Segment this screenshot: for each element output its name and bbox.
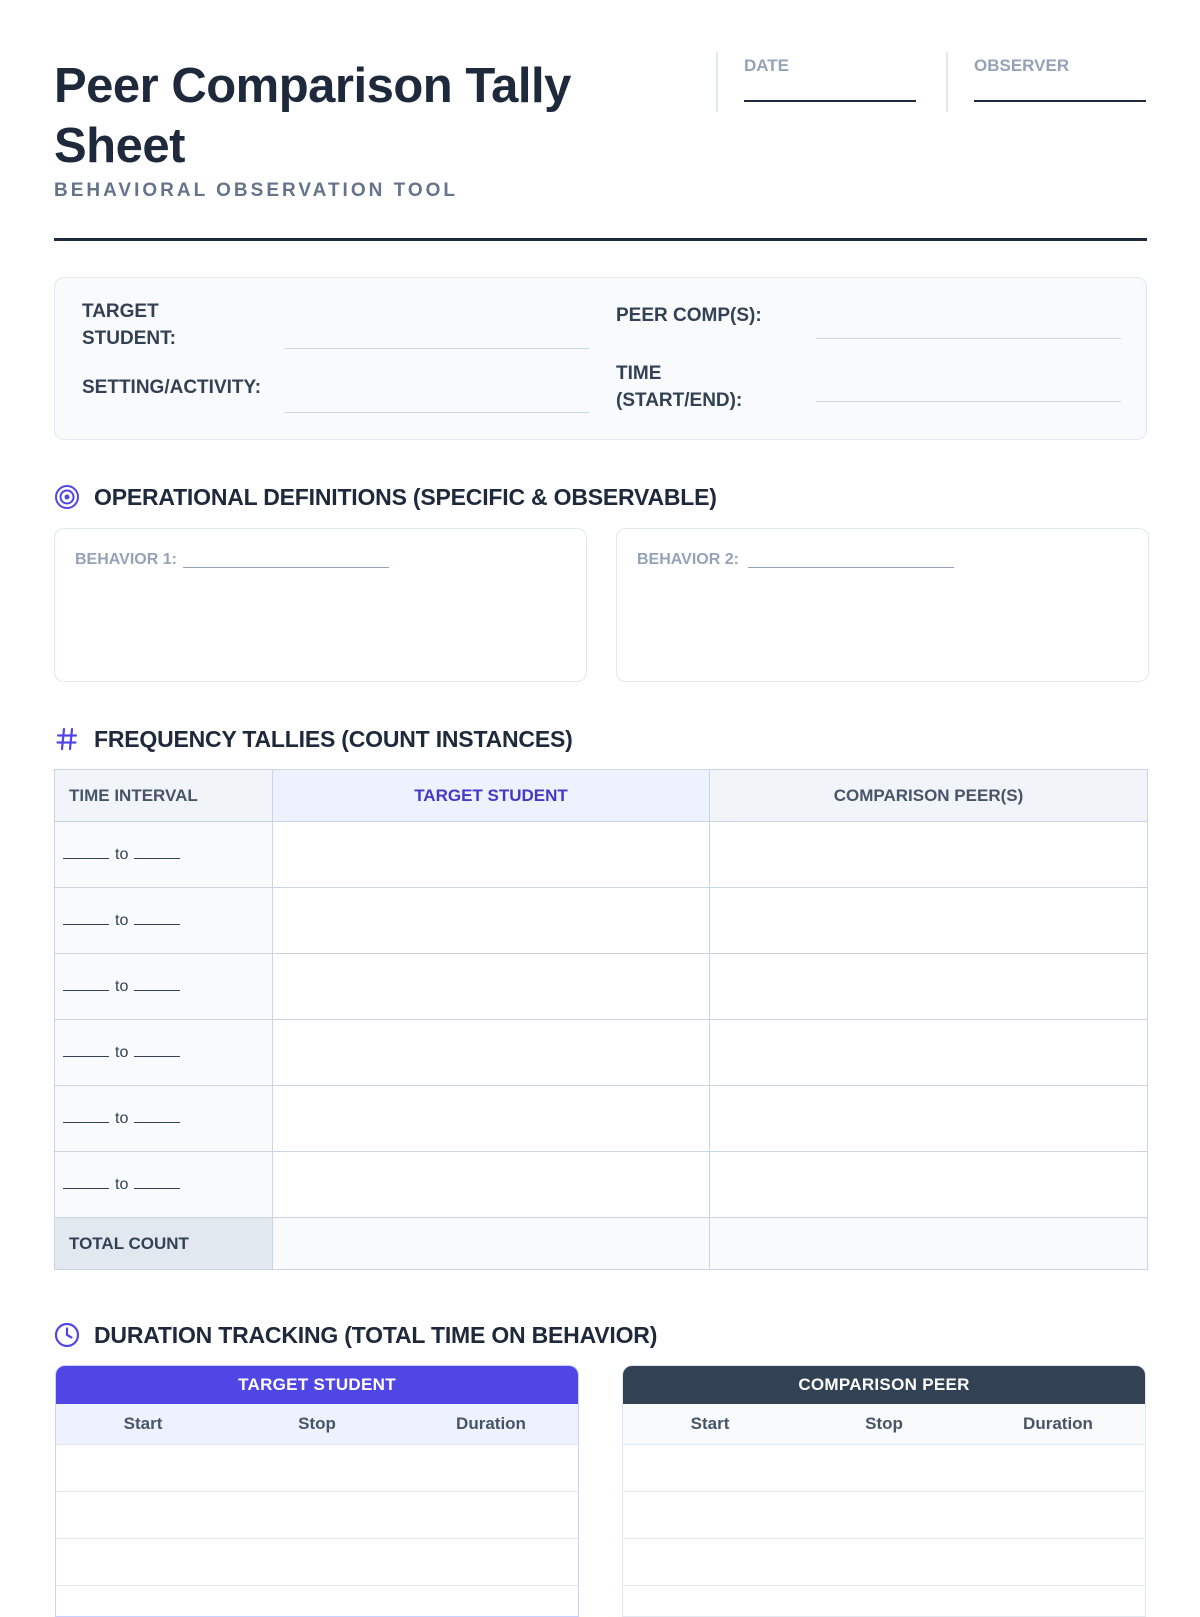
target-student-label: TARGET STUDENT: <box>82 301 176 349</box>
interval-cell[interactable] <box>55 1152 273 1218</box>
interval-start-blank[interactable] <box>63 858 109 859</box>
column-stop: Stop <box>298 1414 336 1433</box>
page-header <box>54 52 1147 241</box>
duration-row[interactable] <box>56 1539 578 1586</box>
target-tally-cell[interactable] <box>273 954 710 1020</box>
student-info-box <box>54 277 1147 440</box>
page-subtitle: BEHAVIORAL OBSERVATION TOOL <box>54 180 459 201</box>
page-title: Peer Comparison Tally Sheet <box>54 59 571 173</box>
interval-connector: to <box>115 911 129 929</box>
interval-end-blank[interactable] <box>134 924 180 925</box>
peer-tally-cell[interactable] <box>710 1020 1148 1086</box>
peer-tally-cell[interactable] <box>710 1152 1148 1218</box>
behavior-1-box[interactable] <box>54 528 587 682</box>
interval-start-blank[interactable] <box>63 1122 109 1123</box>
interval-cell[interactable] <box>55 888 273 954</box>
target-tally-cell[interactable] <box>273 1086 710 1152</box>
interval-cell[interactable] <box>55 822 273 888</box>
peer-comps-line[interactable] <box>816 338 1121 339</box>
interval-start-blank[interactable] <box>63 924 109 925</box>
peer-tally-cell[interactable] <box>710 954 1148 1020</box>
target-student-line[interactable] <box>284 348 589 349</box>
duration-peer-columns <box>623 1404 1145 1445</box>
frequency-title: FREQUENCY TALLIES (COUNT INSTANCES) <box>94 725 573 752</box>
behavior-2-label: BEHAVIOR 2: <box>637 551 739 568</box>
duration-row[interactable] <box>623 1586 1145 1617</box>
duration-row[interactable] <box>623 1492 1145 1539</box>
date-field[interactable] <box>716 52 944 112</box>
peer-tally-cell[interactable] <box>710 1086 1148 1152</box>
duration-row[interactable] <box>623 1539 1145 1586</box>
target-icon <box>54 484 80 510</box>
behavior-2-line[interactable] <box>748 567 954 568</box>
column-start: Start <box>123 1414 163 1433</box>
setting-line[interactable] <box>284 412 589 413</box>
interval-end-blank[interactable] <box>134 990 180 991</box>
duration-title: DURATION TRACKING (TOTAL TIME ON BEHAVIOR) <box>94 1321 658 1348</box>
target-tally-cell[interactable] <box>273 1020 710 1086</box>
duration-target-columns <box>56 1404 578 1445</box>
interval-connector: to <box>115 1043 129 1061</box>
interval-end-blank[interactable] <box>134 858 180 859</box>
definitions-title: OPERATIONAL DEFINITIONS (SPECIFIC & OBSERVABLE) <box>94 483 717 510</box>
peer-comps-label: PEER COMP(S): <box>616 305 762 326</box>
column-stop: Stop <box>865 1414 903 1433</box>
interval-connector: to <box>115 1109 129 1127</box>
duration-target-title: TARGET STUDENT <box>56 1366 578 1404</box>
interval-start-blank[interactable] <box>63 1056 109 1057</box>
interval-row <box>55 954 1148 1020</box>
frequency-header-row <box>55 770 1148 822</box>
column-time-interval: TIME INTERVAL <box>55 770 273 822</box>
duration-row[interactable] <box>623 1445 1145 1492</box>
time-line[interactable] <box>816 401 1121 402</box>
interval-start-blank[interactable] <box>63 990 109 991</box>
clock-icon <box>54 1322 80 1348</box>
target-tally-cell[interactable] <box>273 1152 710 1218</box>
total-count-target-cell[interactable] <box>273 1218 710 1270</box>
duration-target-table <box>55 1365 579 1617</box>
target-tally-cell[interactable] <box>273 822 710 888</box>
interval-connector: to <box>115 977 129 995</box>
column-duration: Duration <box>456 1414 526 1433</box>
observer-line[interactable] <box>974 100 1146 102</box>
duration-row[interactable] <box>56 1586 578 1617</box>
date-line[interactable] <box>744 100 916 102</box>
date-label: DATE <box>744 56 790 75</box>
interval-end-blank[interactable] <box>134 1056 180 1057</box>
definitions-heading <box>54 482 717 512</box>
observer-field[interactable] <box>946 52 1174 112</box>
interval-end-blank[interactable] <box>134 1188 180 1189</box>
duration-row[interactable] <box>56 1445 578 1492</box>
duration-heading <box>54 1320 657 1350</box>
column-duration: Duration <box>1023 1414 1093 1433</box>
column-comparison-peers: COMPARISON PEER(S) <box>710 770 1148 822</box>
duration-peer-title: COMPARISON PEER <box>623 1366 1145 1404</box>
behavior-1-line[interactable] <box>183 567 389 568</box>
total-count-peer-cell[interactable] <box>710 1218 1148 1270</box>
time-label: TIME (START/END): <box>616 363 743 411</box>
hash-icon <box>54 726 80 752</box>
interval-row <box>55 1086 1148 1152</box>
observer-label: OBSERVER <box>974 56 1070 75</box>
setting-label: SETTING/ACTIVITY: <box>82 377 262 398</box>
peer-tally-cell[interactable] <box>710 822 1148 888</box>
column-target-student: TARGET STUDENT <box>273 770 710 822</box>
total-count-label: TOTAL COUNT <box>55 1218 273 1270</box>
duration-row[interactable] <box>56 1492 578 1539</box>
interval-start-blank[interactable] <box>63 1188 109 1189</box>
interval-row <box>55 888 1148 954</box>
total-count-row <box>55 1218 1148 1270</box>
target-tally-cell[interactable] <box>273 888 710 954</box>
interval-row <box>55 822 1148 888</box>
frequency-heading <box>54 724 573 754</box>
behavior-1-label: BEHAVIOR 1: <box>75 551 177 568</box>
behavior-2-box[interactable] <box>616 528 1149 682</box>
interval-cell[interactable] <box>55 1020 273 1086</box>
interval-connector: to <box>115 1175 129 1193</box>
interval-cell[interactable] <box>55 1086 273 1152</box>
interval-end-blank[interactable] <box>134 1122 180 1123</box>
interval-row <box>55 1152 1148 1218</box>
interval-cell[interactable] <box>55 954 273 1020</box>
frequency-table <box>54 769 1148 1270</box>
column-start: Start <box>690 1414 730 1433</box>
peer-tally-cell[interactable] <box>710 888 1148 954</box>
interval-connector: to <box>115 845 129 863</box>
duration-peer-table <box>622 1365 1146 1617</box>
interval-row <box>55 1020 1148 1086</box>
